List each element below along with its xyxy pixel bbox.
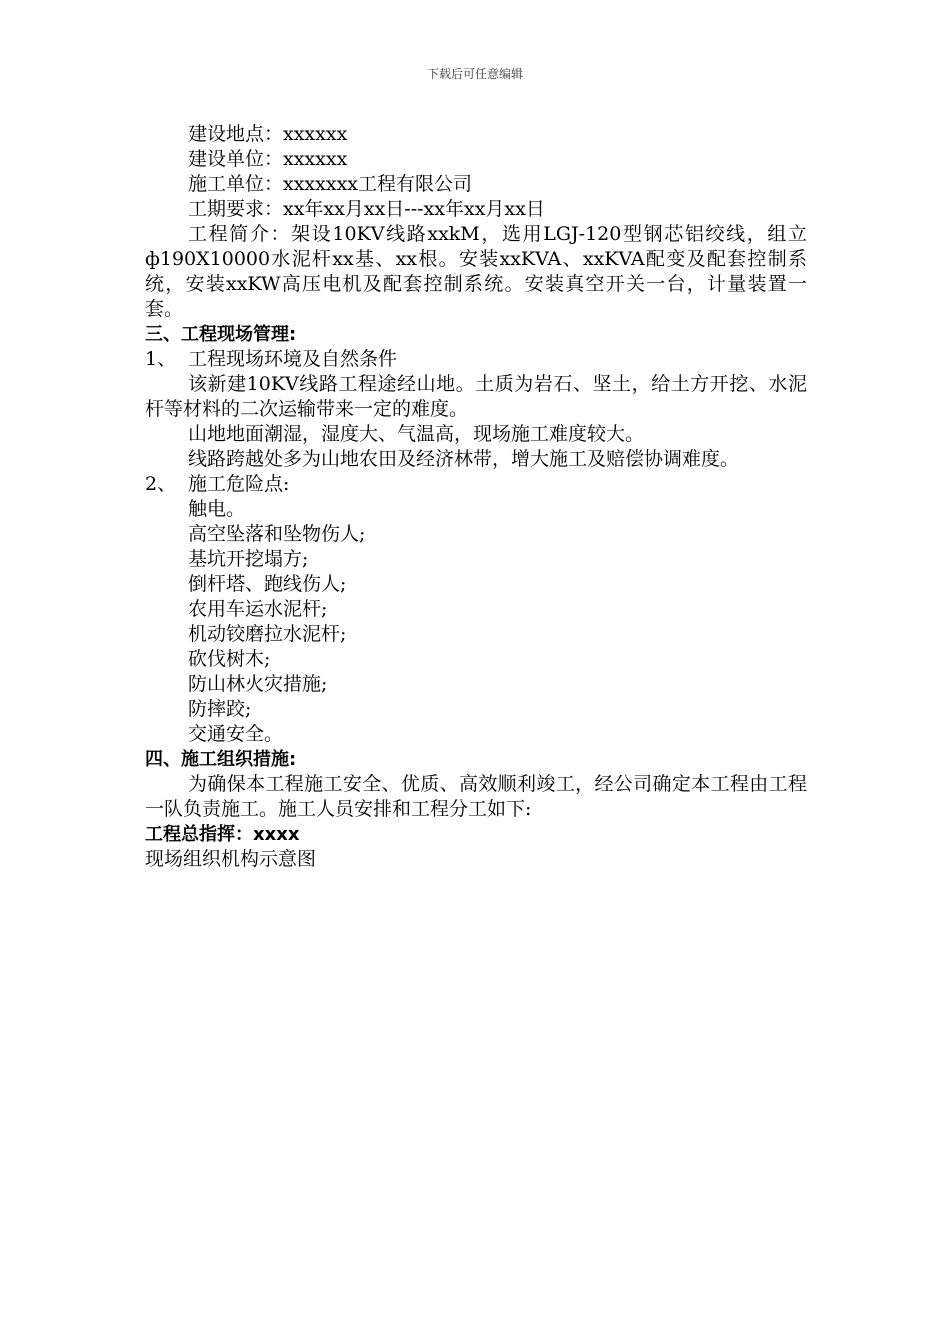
item-1-number: 1、 xyxy=(145,348,177,370)
construction-site: 建设地点：xxxxxx xyxy=(188,123,348,145)
organization-paragraph: 为确保本工程施工安全、优质、高效顺利竣工，经公司确定本工程由工程一队负责施工。施工人员安排和工程分工如下: xyxy=(145,773,807,820)
hazard-item: 高空坠落和坠物伤人; xyxy=(188,523,366,545)
hazard-item: 基坑开挖塌方; xyxy=(188,548,309,570)
section-3-item-1 xyxy=(145,347,807,372)
construction-schedule: 工期要求：xx年xx月xx日---xx年xx月xx日 xyxy=(188,198,545,220)
construction-owner: 建设单位：xxxxxx xyxy=(188,148,348,170)
hazard-item: 农用车运水泥杆; xyxy=(188,598,328,620)
hazard-item: 倒杆塔、跑线伤人; xyxy=(188,573,347,595)
environment-paragraph-1: 该新建10KV线路工程途经山地。土质为岩石、坚土，给土方开挖、水泥杆等材料的二次运输带来一定的难度。 xyxy=(145,373,807,420)
environment-paragraph-2: 山地地面潮湿，湿度大、气温高，现场施工难度较大。 xyxy=(188,423,645,445)
section-3-item-2 xyxy=(145,472,807,497)
section-3-heading: 三、工程现场管理: xyxy=(145,324,297,345)
chief-commander: 工程总指挥：xxxx xyxy=(145,824,300,845)
hazard-item: 砍伐树木; xyxy=(188,648,271,670)
construction-contractor: 施工单位：xxxxxxx工程有限公司 xyxy=(188,173,473,195)
hazard-item: 防摔跤; xyxy=(188,698,252,720)
org-chart-caption: 现场组织机构示意图 xyxy=(145,848,317,870)
project-summary: 工程简介：架设10KV线路xxkM，选用LGJ-120型钢芯铝绞线，组立ф190X10000水泥杆xx基、xx根。安装xxKVA、xxKVA配变及配套控制系统，安装xxKW高压电机及配套控制系统。安装真空开关一台，计量装置一套。 xyxy=(145,223,807,320)
hazard-item: 防山林火灾措施; xyxy=(188,673,328,695)
item-2-title: 施工危险点: xyxy=(188,473,290,495)
item-1-title: 工程现场环境及自然条件 xyxy=(188,348,398,370)
hazard-item: 机动铰磨拉水泥杆; xyxy=(188,623,347,645)
page-header-note: 下载后可任意编辑 xyxy=(426,67,523,81)
hazard-item: 触电。 xyxy=(188,498,246,520)
hazard-item: 交通安全。 xyxy=(188,723,284,745)
document-body xyxy=(145,122,807,872)
environment-paragraph-3: 线路跨越处多为山地农田及经济林带，增大施工及赔偿协调难度。 xyxy=(188,448,740,470)
item-2-number: 2、 xyxy=(145,473,177,495)
section-4-heading: 四、施工组织措施: xyxy=(145,749,297,770)
